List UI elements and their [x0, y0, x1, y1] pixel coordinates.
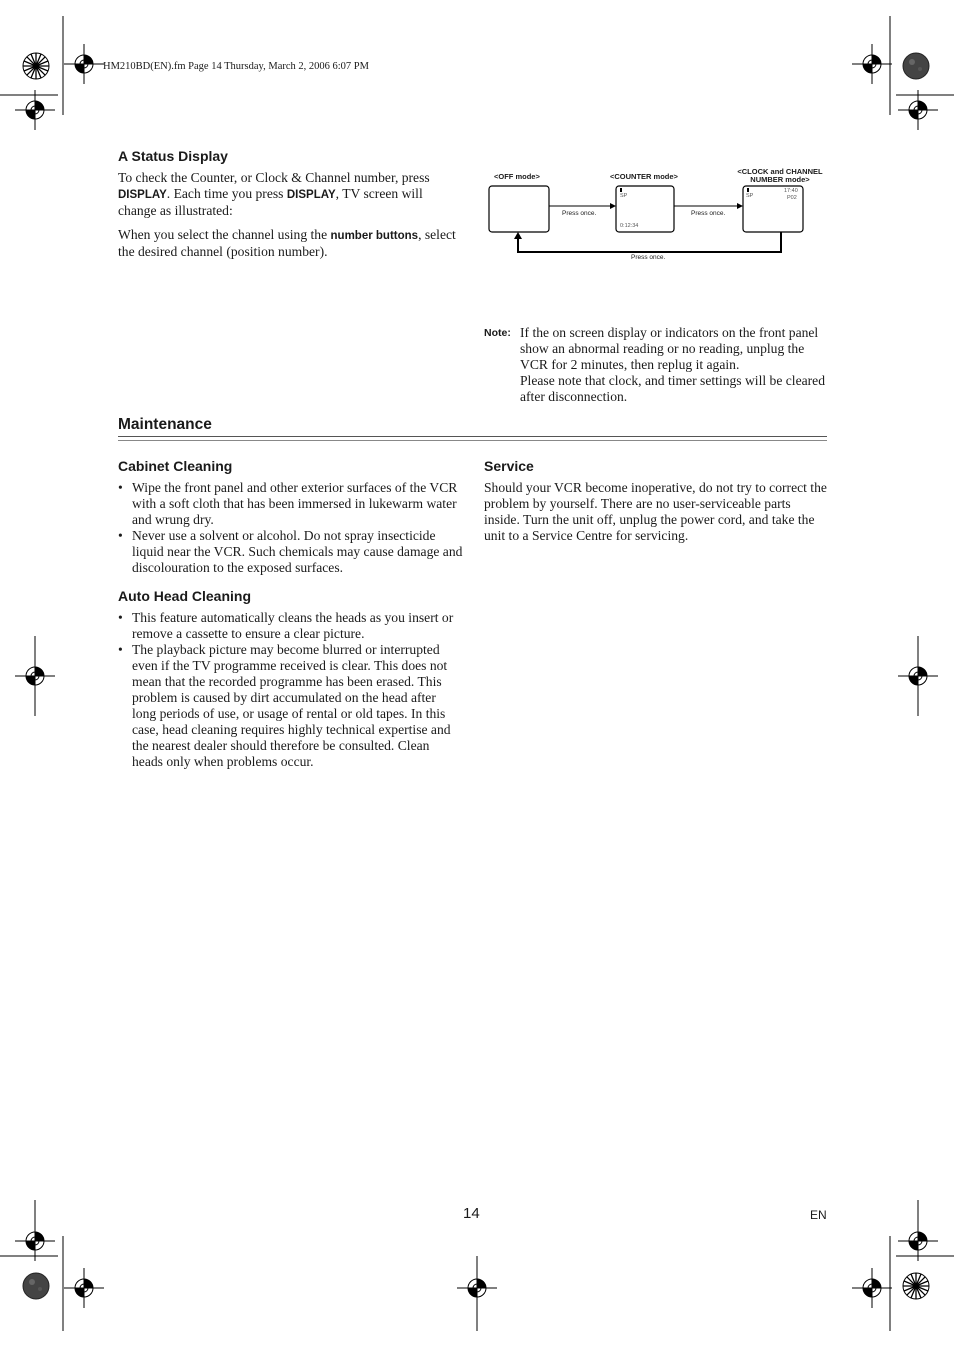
number-buttons-keyword: number buttons — [330, 230, 419, 242]
note-paragraph: Please note that clock, and timer settings will be cleared after disconnection. — [520, 373, 826, 404]
list-item: • Wipe the front panel and other exterior surfaces of the VCR with a soft cloth that has been immersed in lukewarm water and wrung dry. — [118, 480, 463, 528]
display-mode-diagram — [484, 166, 834, 266]
clock-mode-label-line: NUMBER mode> — [750, 175, 810, 184]
note-paragraph: If the on screen display or indicators on the front panel show an abnormal reading or no reading, unplug the VCR for 2 minutes, then replug it again. — [520, 325, 819, 372]
status-text: , select the desired channel (position number). — [118, 227, 456, 259]
cabinet-cleaning-list — [118, 480, 463, 576]
cabinet-cleaning-heading: Cabinet Cleaning — [118, 458, 233, 474]
counter-speed: SP — [620, 193, 628, 199]
section-rule — [118, 440, 827, 441]
clock-channel: P02 — [787, 195, 797, 201]
counter-value: 0:12:34 — [620, 223, 639, 229]
list-item: • Never use a solvent or alcohol. Do not spray insecticide liquid near the VCR. Such chemicals may cause damage and discolouration to the exposed surfaces. — [118, 528, 463, 576]
maintenance-heading: Maintenance — [118, 416, 212, 433]
clock-mode-label-line: <CLOCK and CHANNEL — [737, 167, 823, 176]
note-text — [520, 325, 830, 405]
display-keyword: DISPLAY — [286, 189, 336, 201]
file-header: HM210BD(EN).fm Page 14 Thursday, March 2, 2006 6:07 PM — [103, 61, 369, 72]
clock-speed: SP — [746, 193, 754, 199]
page-number: 14 — [463, 1205, 480, 1222]
status-text: , TV screen will change as illustrated: — [118, 186, 423, 218]
service-text: Should your VCR become inoperative, do not try to correct the problem by yourself. There are no user-serviceable parts inside. Turn the unit off, unplug the power cord, and take the unit to a Service Centre for servicing. — [484, 480, 827, 543]
press-once-label: Press once. — [562, 210, 597, 217]
off-mode-label: <OFF mode> — [494, 172, 540, 181]
auto-head-cleaning-list — [118, 610, 463, 770]
clock-time: 17:40 — [784, 188, 798, 194]
list-item: • The playback picture may become blurred or interrupted even if the TV programme received is clear. This does not mean that the recorded programme has been erased. This problem is caused by dirt accumulated on the head after long periods of use, or usage of rental or old tapes. In this case, head cleaning requires highly technical expertise and the nearest dealer should therefore be consulted. Clean heads only when problems occur. — [118, 642, 463, 770]
language-code: EN — [810, 1208, 827, 1222]
status-text: To check the Counter, or Clock & Channel number, press — [118, 170, 430, 185]
clock-mode-label — [730, 168, 830, 184]
auto-head-cleaning-heading: Auto Head Cleaning — [118, 588, 252, 604]
status-display-paragraph — [118, 170, 463, 260]
service-heading: Service — [484, 458, 534, 474]
press-once-label: Press once. — [691, 210, 726, 217]
status-text: When you select the channel using the — [118, 227, 328, 242]
counter-mode-label: <COUNTER mode> — [610, 172, 678, 181]
status-text: . Each time you press — [166, 186, 284, 201]
note-label: Note: — [484, 327, 511, 339]
status-display-heading: A Status Display — [118, 148, 228, 164]
press-once-label: Press once. — [631, 254, 666, 261]
section-rule — [118, 436, 827, 437]
list-item: • This feature automatically cleans the heads as you insert or remove a cassette to ensure a clear picture. — [118, 610, 463, 642]
display-keyword: DISPLAY — [118, 189, 167, 201]
